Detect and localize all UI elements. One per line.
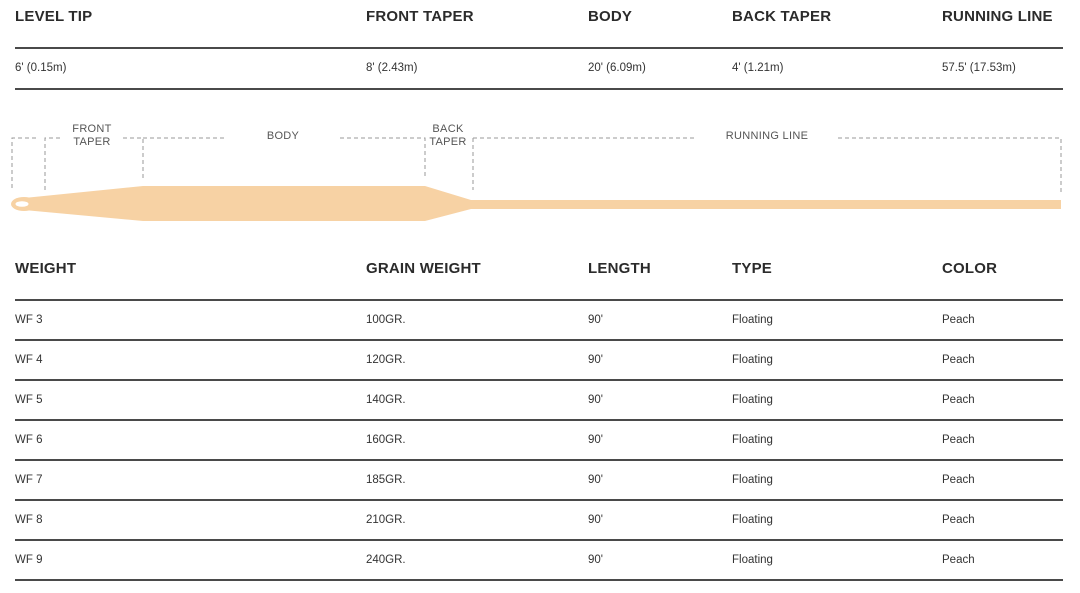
cell-length: 90' [588, 314, 603, 326]
label-back-taper-line2: TAPER [429, 136, 467, 148]
value-front-taper: 8' (2.43m) [366, 62, 418, 74]
header-level-tip: LEVEL TIP [15, 8, 93, 25]
value-level-tip: 6' (0.15m) [15, 62, 67, 74]
cell-grain-weight: 240GR. [366, 554, 406, 566]
cell-length: 90' [588, 434, 603, 446]
cell-weight: WF 4 [15, 354, 43, 366]
row-divider [15, 579, 1063, 581]
header-grain-weight: GRAIN WEIGHT [366, 260, 481, 277]
running-line-bracket [473, 138, 1061, 195]
header-body: BODY [588, 8, 633, 25]
header-weight: WEIGHT [15, 260, 77, 277]
cell-type: Floating [732, 514, 773, 526]
row-divider [15, 339, 1063, 341]
label-back-taper [420, 123, 476, 149]
cell-grain-weight: 100GR. [366, 314, 406, 326]
fly-line-shape [24, 186, 1061, 221]
label-back-taper-line1: BACK [432, 123, 464, 135]
cell-weight: WF 7 [15, 474, 43, 486]
header-color: COLOR [942, 260, 998, 277]
header-type: TYPE [732, 260, 772, 277]
label-front-taper-line2: TAPER [73, 136, 111, 148]
cell-type: Floating [732, 474, 773, 486]
cell-color: Peach [942, 434, 975, 446]
cell-color: Peach [942, 554, 975, 566]
cell-grain-weight: 160GR. [366, 434, 406, 446]
cell-color: Peach [942, 354, 975, 366]
cell-length: 90' [588, 394, 603, 406]
cell-weight: WF 5 [15, 394, 43, 406]
cell-weight: WF 3 [15, 314, 43, 326]
value-body: 20' (6.09m) [588, 62, 646, 74]
row-divider [15, 539, 1063, 541]
cell-length: 90' [588, 514, 603, 526]
header-length: LENGTH [588, 260, 651, 277]
body-bracket [143, 138, 425, 178]
cell-grain-weight: 140GR. [366, 394, 406, 406]
value-back-taper: 4' (1.21m) [732, 62, 784, 74]
row-divider [15, 419, 1063, 421]
cell-weight: WF 8 [15, 514, 43, 526]
cell-length: 90' [588, 554, 603, 566]
cell-color: Peach [942, 514, 975, 526]
cell-type: Floating [732, 314, 773, 326]
label-body: BODY [266, 130, 300, 142]
label-front-taper-line1: FRONT [72, 123, 112, 135]
value-running-line: 57.5' (17.53m) [942, 62, 1016, 74]
cell-weight: WF 9 [15, 554, 43, 566]
row-divider [15, 499, 1063, 501]
cell-weight: WF 6 [15, 434, 43, 446]
level-tip-bracket [12, 138, 38, 188]
cell-length: 90' [588, 474, 603, 486]
cell-color: Peach [942, 474, 975, 486]
cell-length: 90' [588, 354, 603, 366]
cell-color: Peach [942, 314, 975, 326]
taper-diagram-graphic [0, 0, 1080, 240]
label-running-line: RUNNING LINE [725, 130, 809, 142]
label-front-taper [62, 123, 122, 149]
cell-type: Floating [732, 394, 773, 406]
header-back-taper: BACK TAPER [732, 8, 832, 25]
divider [15, 299, 1063, 301]
cell-type: Floating [732, 354, 773, 366]
cell-grain-weight: 185GR. [366, 474, 406, 486]
cell-color: Peach [942, 394, 975, 406]
cell-type: Floating [732, 554, 773, 566]
row-divider [15, 379, 1063, 381]
header-front-taper: FRONT TAPER [366, 8, 474, 25]
cell-type: Floating [732, 434, 773, 446]
loop-eye [16, 201, 29, 207]
row-divider [15, 459, 1063, 461]
header-running-line: RUNNING LINE [942, 8, 1053, 25]
cell-grain-weight: 210GR. [366, 514, 406, 526]
cell-grain-weight: 120GR. [366, 354, 406, 366]
